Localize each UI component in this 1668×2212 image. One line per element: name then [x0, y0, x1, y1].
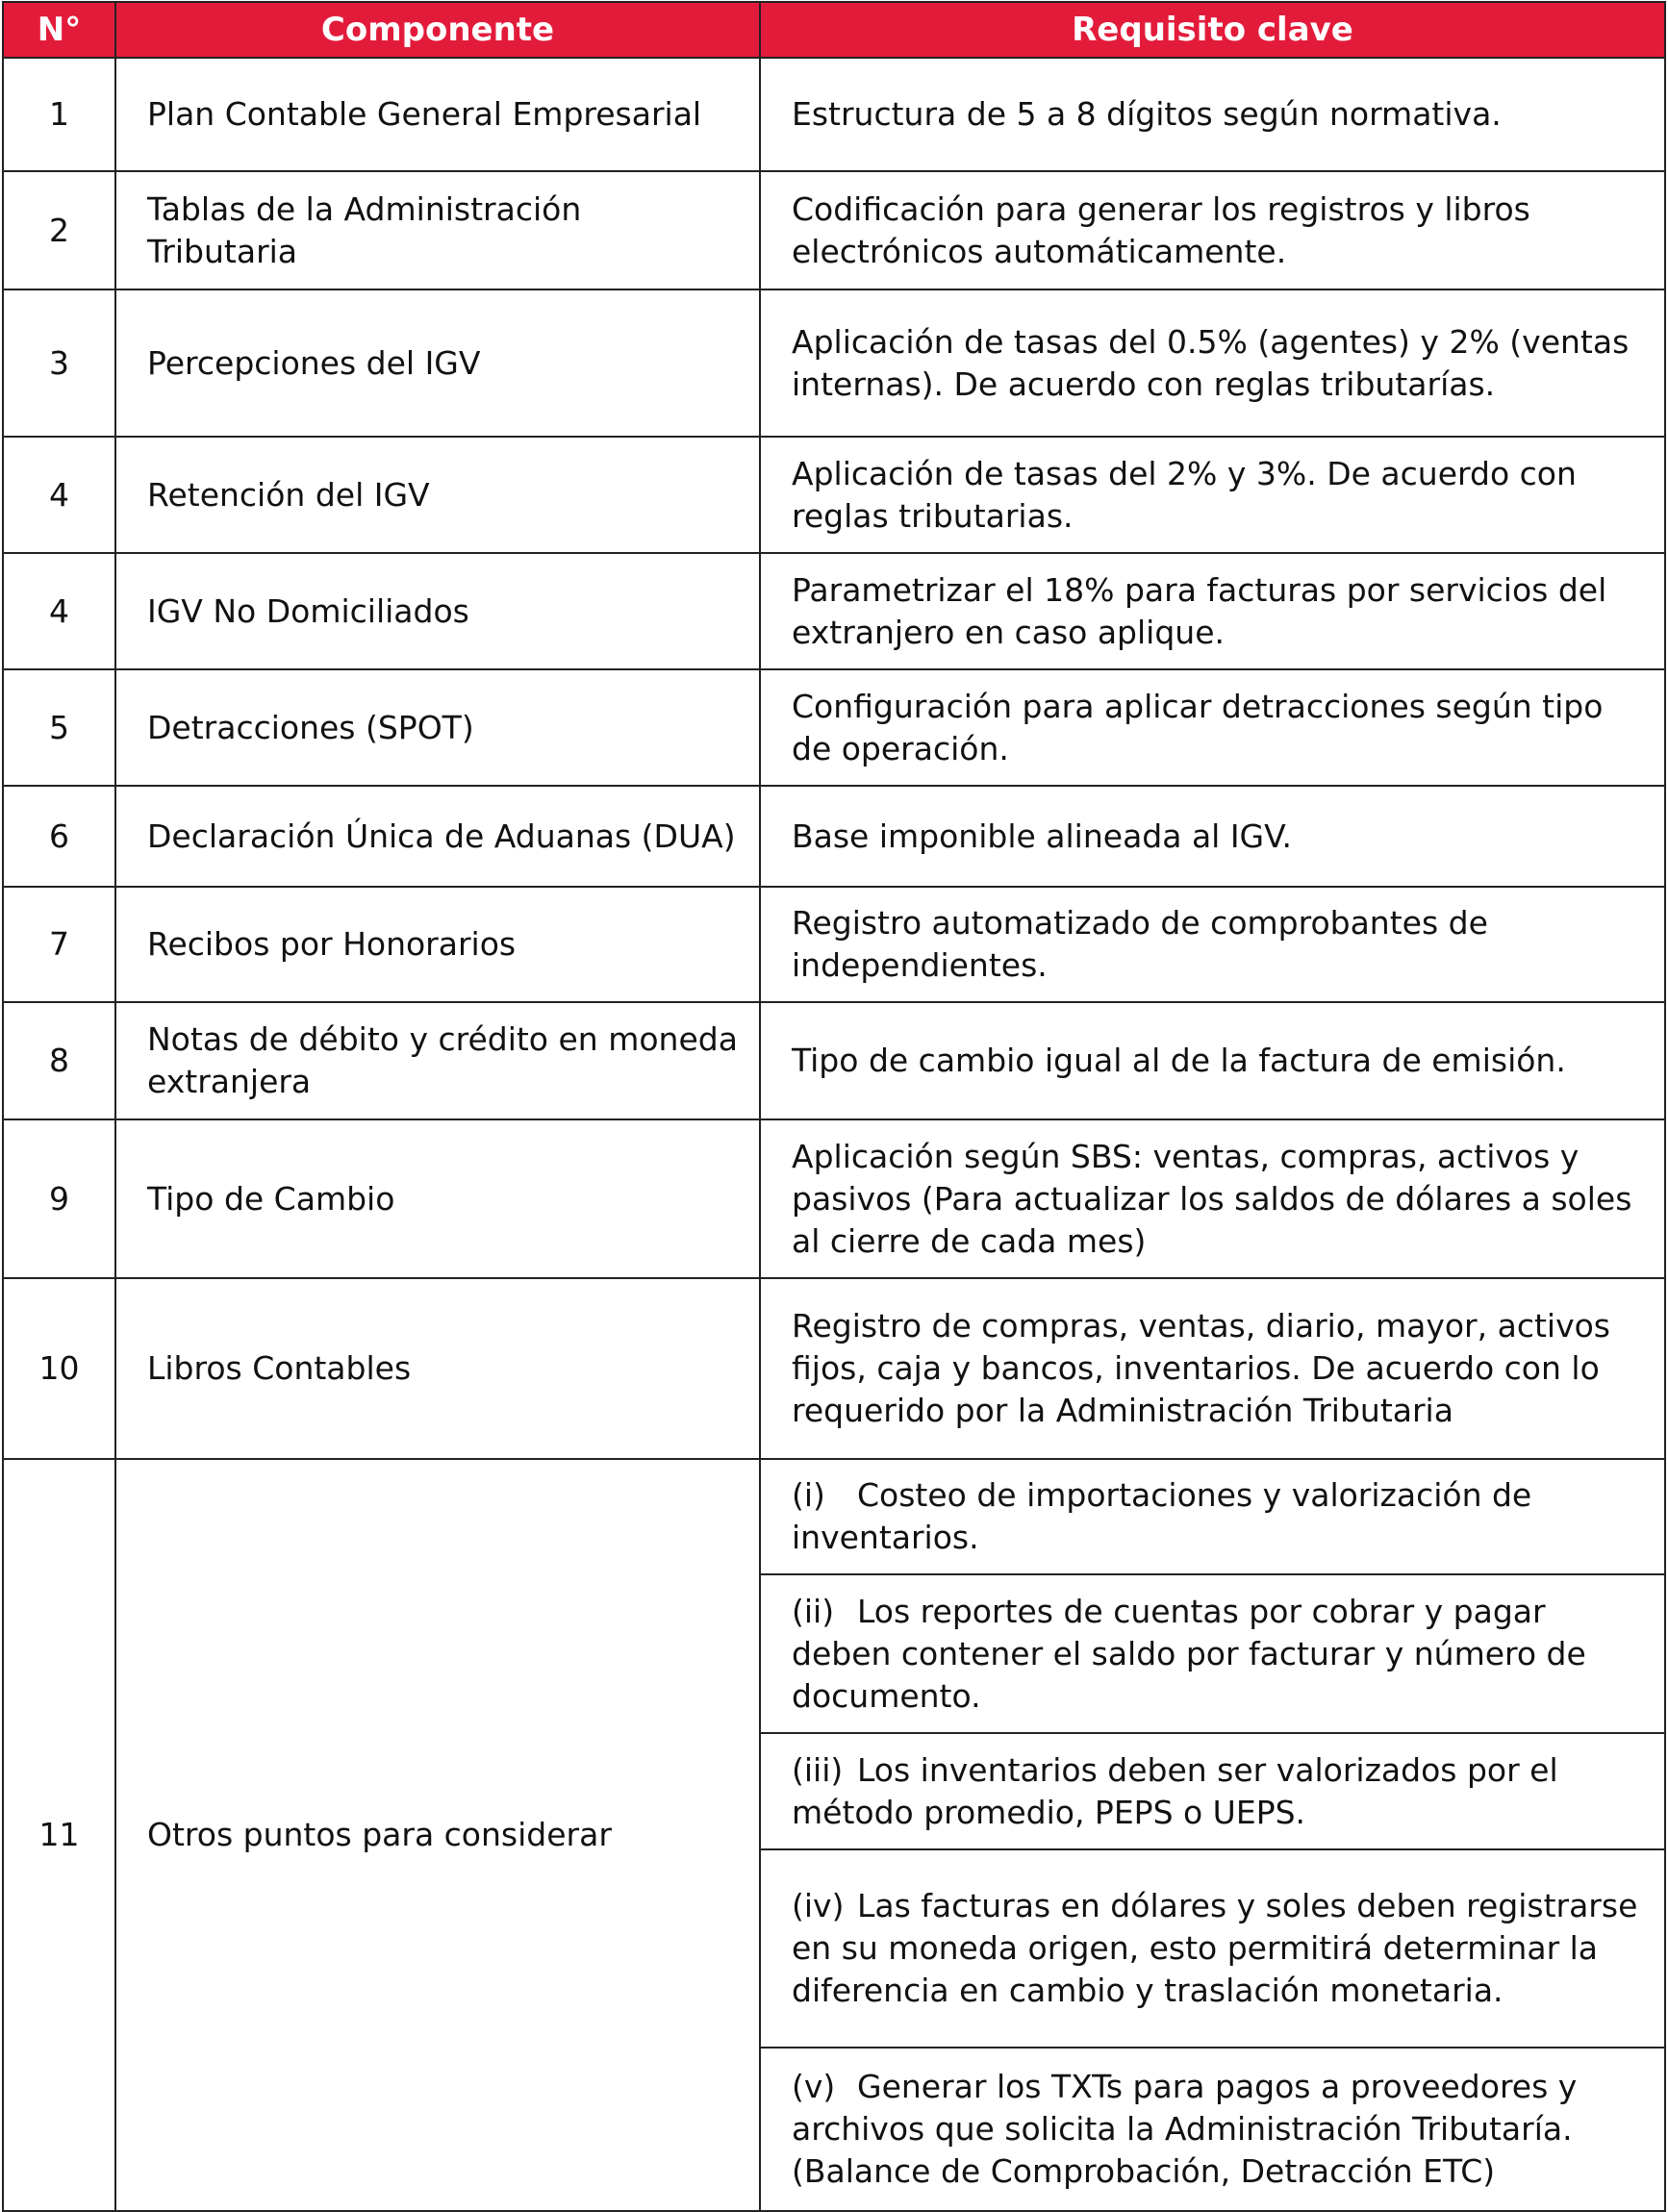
table-row: [3, 1278, 1665, 1459]
row-requirement: Aplicación de tasas del 2% y 3%. De acuerdo con reglas tributarias.: [760, 437, 1665, 553]
other-item: [760, 1574, 1665, 1733]
table-row: [3, 1459, 1665, 1574]
row-component: Detracciones (SPOT): [115, 669, 760, 786]
row-requirement: Codificación para generar los registros y libros electrónicos automáticamente.: [760, 171, 1665, 289]
item-text: Las facturas en dólares y soles deben registrarse en su moneda origen, esto permitirá determinar la diferencia en cambio y traslación monetaria.: [792, 1887, 1638, 2009]
item-marker: (v): [792, 2068, 836, 2105]
item-text: Los reportes de cuentas por cobrar y pagar deben contener el saldo por facturar y número de documento.: [792, 1592, 1586, 1715]
row-num: 6: [3, 786, 115, 887]
row-num: 3: [3, 289, 115, 437]
row-component: IGV No Domiciliados: [115, 553, 760, 669]
row-num: 2: [3, 171, 115, 289]
other-item: [760, 1849, 1665, 2048]
table-row: [3, 887, 1665, 1002]
table-row: [3, 1119, 1665, 1278]
row-component: Retención del IGV: [115, 437, 760, 553]
item-marker: (ii): [792, 1592, 835, 1630]
row-component: Recibos por Honorarios: [115, 887, 760, 1002]
table-row: [3, 553, 1665, 669]
row-component: Declaración Única de Aduanas (DUA): [115, 786, 760, 887]
row-component: Tablas de la Administración Tributaria: [115, 171, 760, 289]
row-num: 8: [3, 1002, 115, 1119]
item-text: Generar los TXTs para pagos a proveedores y archivos que solicita la Administración Tributaría. (Balance de Comprobación, Detracción ETC): [792, 2068, 1578, 2190]
requirements-table: [2, 1, 1666, 2212]
row-requirement: Tipo de cambio igual al de la factura de emisión.: [760, 1002, 1665, 1119]
other-item: [760, 1733, 1665, 1849]
other-item: [760, 2048, 1665, 2211]
row-requirement: Parametrizar el 18% para facturas por servicios del extranjero en caso aplique.: [760, 553, 1665, 669]
row-num: 7: [3, 887, 115, 1002]
row-component: Notas de débito y crédito en moneda extranjera: [115, 1002, 760, 1119]
row-num: 1: [3, 58, 115, 171]
header-num: N°: [3, 2, 115, 58]
row-component: Tipo de Cambio: [115, 1119, 760, 1278]
row-requirement: Registro de compras, ventas, diario, mayor, activos fijos, caja y bancos, inventarios. De acuerdo con lo requerido por la Administración Tributaria: [760, 1278, 1665, 1459]
header-component: Componente: [115, 2, 760, 58]
row-num: 11: [3, 1459, 115, 2211]
table-row: [3, 669, 1665, 786]
item-marker: (i): [792, 1476, 825, 1514]
table-row: [3, 171, 1665, 289]
table-row: [3, 786, 1665, 887]
row-component: Libros Contables: [115, 1278, 760, 1459]
row-component: Plan Contable General Empresarial: [115, 58, 760, 171]
item-text: Los inventarios deben ser valorizados por el método promedio, PEPS o UEPS.: [792, 1750, 1558, 1831]
row-requirement: Estructura de 5 a 8 dígitos según normativa.: [760, 58, 1665, 171]
item-text: Costeo de importaciones y valorización de inventarios.: [792, 1476, 1532, 1556]
row-num: 9: [3, 1119, 115, 1278]
row-requirement: Registro automatizado de comprobantes de independientes.: [760, 887, 1665, 1002]
row-requirement: Aplicación según SBS: ventas, compras, activos y pasivos (Para actualizar los saldos de dólares a soles al cierre de cada mes): [760, 1119, 1665, 1278]
header-requirement: Requisito clave: [760, 2, 1665, 58]
row-component: Otros puntos para considerar: [115, 1459, 760, 2211]
table-row: [3, 58, 1665, 171]
table-row: [3, 1002, 1665, 1119]
other-item: [760, 1459, 1665, 1574]
row-component: Percepciones del IGV: [115, 289, 760, 437]
row-num: 4: [3, 553, 115, 669]
item-marker: (iii): [792, 1750, 844, 1789]
item-marker: (iv): [792, 1887, 845, 1924]
row-num: 4: [3, 437, 115, 553]
row-requirement: Base imponible alineada al IGV.: [760, 786, 1665, 887]
row-requirement: Aplicación de tasas del 0.5% (agentes) y 2% (ventas internas). De acuerdo con reglas tributarías.: [760, 289, 1665, 437]
table-row: [3, 289, 1665, 437]
table-row: [3, 437, 1665, 553]
row-num: 5: [3, 669, 115, 786]
row-num: 10: [3, 1278, 115, 1459]
row-requirement: Configuración para aplicar detracciones según tipo de operación.: [760, 669, 1665, 786]
header-row: [3, 2, 1665, 58]
